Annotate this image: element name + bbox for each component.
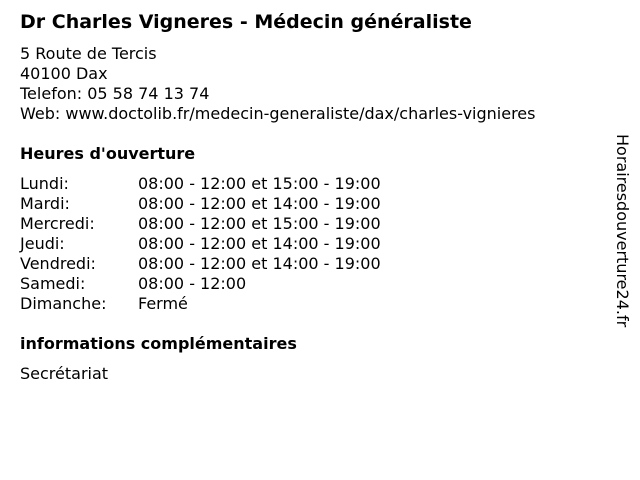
hours-row-tuesday xyxy=(20,194,600,214)
day-label: Mardi: xyxy=(20,194,70,213)
day-hours: Fermé xyxy=(138,294,188,313)
city: 40100 Dax xyxy=(20,64,108,83)
day-hours: 08:00 - 12:00 et 14:00 - 19:00 xyxy=(138,254,381,273)
hours-row-monday xyxy=(20,174,600,194)
day-label: Lundi: xyxy=(20,174,69,193)
day-hours: 08:00 - 12:00 et 15:00 - 19:00 xyxy=(138,214,381,233)
hours-row-saturday xyxy=(20,274,600,294)
street-address: 5 Route de Tercis xyxy=(20,44,157,63)
day-label: Dimanche: xyxy=(20,294,107,313)
hours-row-wednesday xyxy=(20,214,600,234)
day-label: Samedi: xyxy=(20,274,86,293)
page-title: Dr Charles Vigneres - Médecin généraliste xyxy=(20,11,472,33)
day-hours: 08:00 - 12:00 et 14:00 - 19:00 xyxy=(138,194,381,213)
day-hours: 08:00 - 12:00 et 15:00 - 19:00 xyxy=(138,174,381,193)
hours-heading: Heures d'ouverture xyxy=(20,144,196,163)
day-hours: 08:00 - 12:00 xyxy=(138,274,247,293)
day-hours: 08:00 - 12:00 et 14:00 - 19:00 xyxy=(138,234,381,253)
phone-number: Telefon: 05 58 74 13 74 xyxy=(20,84,210,103)
info-text: Secrétariat xyxy=(20,364,109,383)
opening-hours-list xyxy=(20,174,600,314)
website: Web: www.doctolib.fr/medecin-generaliste/dax/charles-vignieres xyxy=(20,104,536,123)
address-block xyxy=(20,44,600,124)
info-heading: informations complémentaires xyxy=(20,334,297,353)
day-label: Mercredi: xyxy=(20,214,95,233)
hours-row-friday xyxy=(20,254,600,274)
side-brand-watermark: Horairesdouverture24.fr xyxy=(613,134,632,328)
hours-row-thursday xyxy=(20,234,600,254)
day-label: Jeudi: xyxy=(20,234,65,253)
page-content xyxy=(20,8,600,384)
day-label: Vendredi: xyxy=(20,254,96,273)
hours-row-sunday xyxy=(20,294,600,314)
